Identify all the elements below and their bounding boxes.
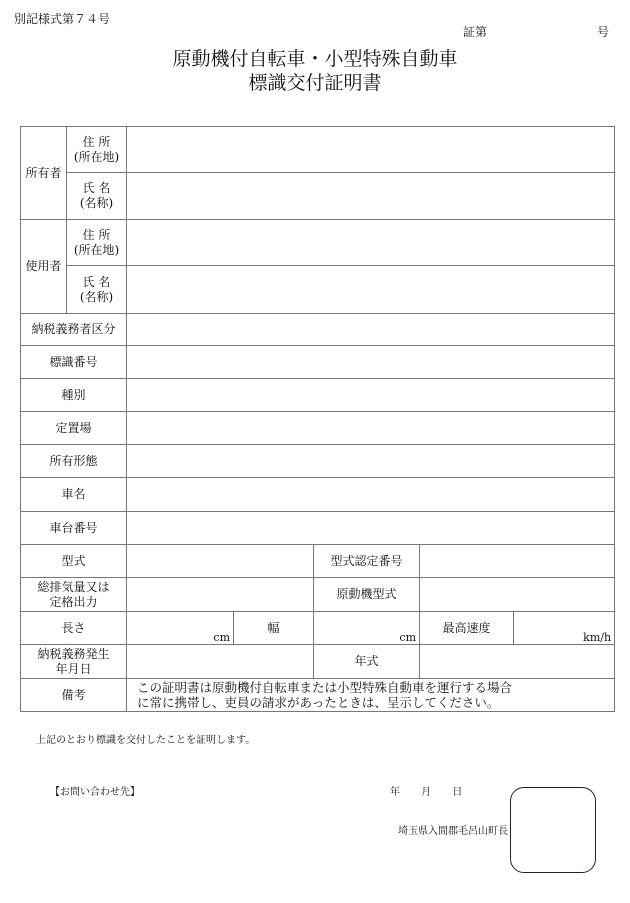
owner-group-label: 所有者	[21, 127, 67, 220]
certification-statement: 上記のとおり標識を交付したことを証明します。	[36, 735, 256, 746]
width-field[interactable]	[314, 612, 420, 645]
remarks-text: この証明書は原動機付自転車または小型特殊自動車を運行する場合 に常に携帯し、吏員の請求があったときは、呈示してください。	[127, 679, 615, 712]
ownership-row	[21, 445, 615, 478]
chassis-number-label: 車台番号	[21, 512, 127, 545]
owner-address-label: 住 所 (所在地)	[67, 127, 127, 173]
owner-name-label: 氏 名 (名称)	[67, 173, 127, 220]
user-name-label: 氏 名 (名称)	[67, 266, 127, 314]
chassis-number-field[interactable]	[127, 512, 615, 545]
tax-date-label: 納税義務発生 年月日	[21, 645, 127, 679]
taxpayer-class-field[interactable]	[127, 314, 615, 346]
issue-date: 年 月 日	[390, 787, 463, 798]
cert-prefix: 証第	[463, 25, 488, 39]
engine-model-field[interactable]	[420, 578, 615, 612]
owner-address-row	[21, 127, 615, 173]
owner-address-field[interactable]	[127, 127, 615, 173]
vehicle-name-row	[21, 478, 615, 512]
engine-model-label: 原動機型式	[314, 578, 420, 612]
remarks-row	[21, 679, 615, 712]
type-label: 種別	[21, 379, 127, 412]
length-unit: cm	[213, 631, 230, 644]
form-number: 別記様式第７４号	[14, 12, 111, 26]
type-field[interactable]	[127, 379, 615, 412]
width-unit: cm	[399, 631, 416, 644]
storage-field[interactable]	[127, 412, 615, 445]
user-name-field[interactable]	[127, 266, 615, 314]
remarks-label: 備考	[21, 679, 127, 712]
user-group-label: 使用者	[21, 220, 67, 314]
ownership-field[interactable]	[127, 445, 615, 478]
year-model-field[interactable]	[420, 645, 615, 679]
tax-date-row	[21, 645, 615, 679]
certificate-number	[463, 23, 613, 40]
speed-unit: km/h	[583, 631, 612, 644]
seal-box	[510, 787, 596, 873]
cert-suffix: 号	[596, 25, 609, 39]
displacement-field[interactable]	[127, 578, 314, 612]
user-address-field[interactable]	[127, 220, 615, 266]
plate-number-label: 標識番号	[21, 346, 127, 379]
model-label: 型式	[21, 545, 127, 578]
model-row	[21, 545, 615, 578]
taxpayer-class-label: 納税義務者区分	[21, 314, 127, 346]
length-field[interactable]	[127, 612, 234, 645]
title-line-1: 原動機付自転車・小型特殊自動車	[172, 48, 458, 70]
title-line-2: 標識交付証明書	[248, 72, 382, 94]
inquiry-label: 【お問い合わせ先】	[50, 787, 140, 798]
type-row	[21, 379, 615, 412]
width-label: 幅	[234, 612, 314, 645]
owner-name-field[interactable]	[127, 173, 615, 220]
owner-name-row	[21, 173, 615, 220]
max-speed-field[interactable]	[514, 612, 615, 645]
model-cert-number-label: 型式認定番号	[314, 545, 420, 578]
year-model-label: 年式	[314, 645, 420, 679]
document-title	[0, 47, 630, 95]
plate-number-field[interactable]	[127, 346, 615, 379]
vehicle-name-field[interactable]	[127, 478, 615, 512]
length-label: 長さ	[21, 612, 127, 645]
user-address-row	[21, 220, 615, 266]
max-speed-label: 最高速度	[420, 612, 514, 645]
taxpayer-class-row	[21, 314, 615, 346]
storage-row	[21, 412, 615, 445]
user-address-label: 住 所 (所在地)	[67, 220, 127, 266]
chassis-number-row	[21, 512, 615, 545]
model-field[interactable]	[127, 545, 314, 578]
plate-number-row	[21, 346, 615, 379]
user-name-row	[21, 266, 615, 314]
tax-date-field[interactable]	[127, 645, 314, 679]
ownership-label: 所有形態	[21, 445, 127, 478]
storage-label: 定置場	[21, 412, 127, 445]
issuer-name: 埼玉県入間郡毛呂山町長	[398, 826, 508, 837]
displacement-row	[21, 578, 615, 612]
model-cert-number-field[interactable]	[420, 545, 615, 578]
vehicle-name-label: 車名	[21, 478, 127, 512]
certificate-form-table	[20, 126, 615, 712]
displacement-label: 総排気量又は 定格出力	[21, 578, 127, 612]
dimensions-row	[21, 612, 615, 645]
